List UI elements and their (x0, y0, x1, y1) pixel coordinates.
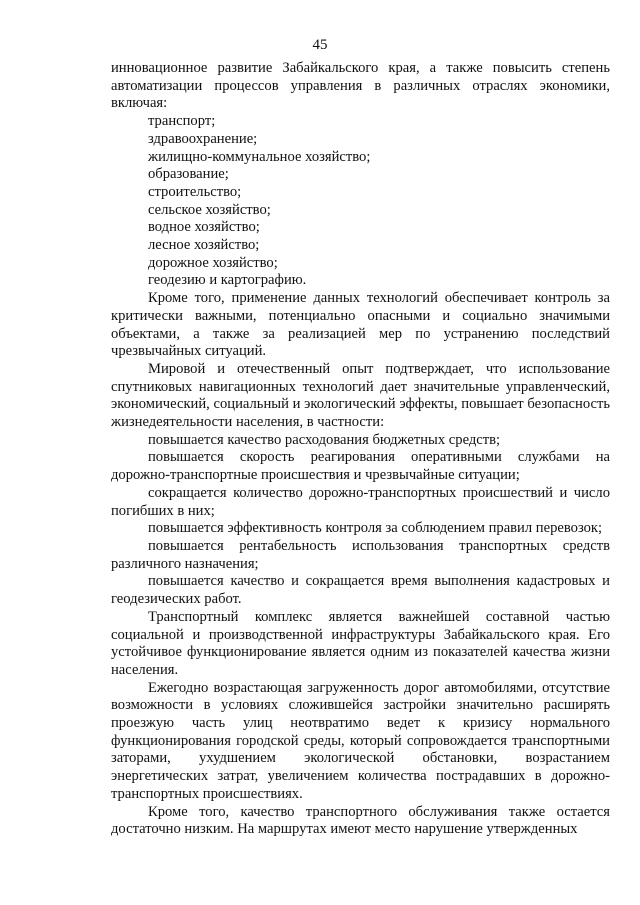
list-item: сельское хозяйство; (148, 201, 271, 218)
list-item: здравоохранение; (148, 130, 258, 147)
paragraph-intro: инновационное развитие Забайкальского края, а также повысить степень автоматизации процессов управления в различных отраслях экономики, включая: (111, 60, 610, 112)
list-item: образование; (148, 166, 229, 183)
paragraph: Кроме того, применение данных технологий обеспечивает контроль за критически важными, потенциально опасными и социально значимыми объектами, а также за реализацией мер по устранению последствий чрезвычайных ситуаций. (111, 290, 610, 360)
list-item: транспорт; (148, 113, 216, 130)
list-item: дорожное хозяйство; (148, 254, 278, 271)
paragraph: повышается качество расходования бюджетных средств; (148, 431, 501, 448)
page-number: 45 (312, 37, 328, 53)
paragraph: повышается скорость реагирования оперативными службами на дорожно-транспортные происшествия и чрезвычайные ситуации; (111, 449, 610, 484)
paragraph: Кроме того, качество транспортного обслуживания также остается достаточно низким. На маршрутах имеют место нарушение утвержденных (111, 803, 610, 838)
paragraph: Мировой и отечественный опыт подтверждает, что использование спутниковых навигационных технологий дает значительные управленческий, экономический, социальный и экологический эффекты, повышает безопасность жизнедеятельности населения, в частности: (111, 360, 610, 431)
paragraph: сокращается количество дорожно-транспортных происшествий и число погибших в них; (111, 484, 610, 519)
list-item: жилищно-коммунальное хозяйство; (148, 148, 371, 165)
list-item: лесное хозяйство; (148, 237, 260, 254)
page-body (111, 60, 610, 839)
paragraph: повышается рентабельность использования транспортных средств различного назначения; (111, 537, 610, 572)
paragraph: Ежегодно возрастающая загруженность дорог автомобилями, отсутствие возможности в условиях сложившейся застройки значительно расширять проезжую часть улиц неотвратимо ведет к кризису нормального функционирования городской среды, который сопровождается транспортными заторами, ухудшением экологической обстановки, возрастанием энергетических затрат, увеличением количества пострадавших в дорожно-транспортных происшествиях. (111, 679, 610, 802)
list-item: строительство; (148, 183, 242, 200)
list-item: водное хозяйство; (148, 219, 260, 236)
paragraph: Транспортный комплекс является важнейшей составной частью социальной и производственной инфраструктуры Забайкальского края. Его устойчивое функционирование является одним из показателей качества жизни населения. (111, 608, 610, 678)
paragraph: повышается эффективность контроля за соблюдением правил перевозок; (148, 520, 603, 537)
paragraph: повышается качество и сокращается время выполнения кадастровых и геодезических работ. (111, 573, 610, 608)
list-item: геодезию и картографию. (148, 272, 307, 289)
